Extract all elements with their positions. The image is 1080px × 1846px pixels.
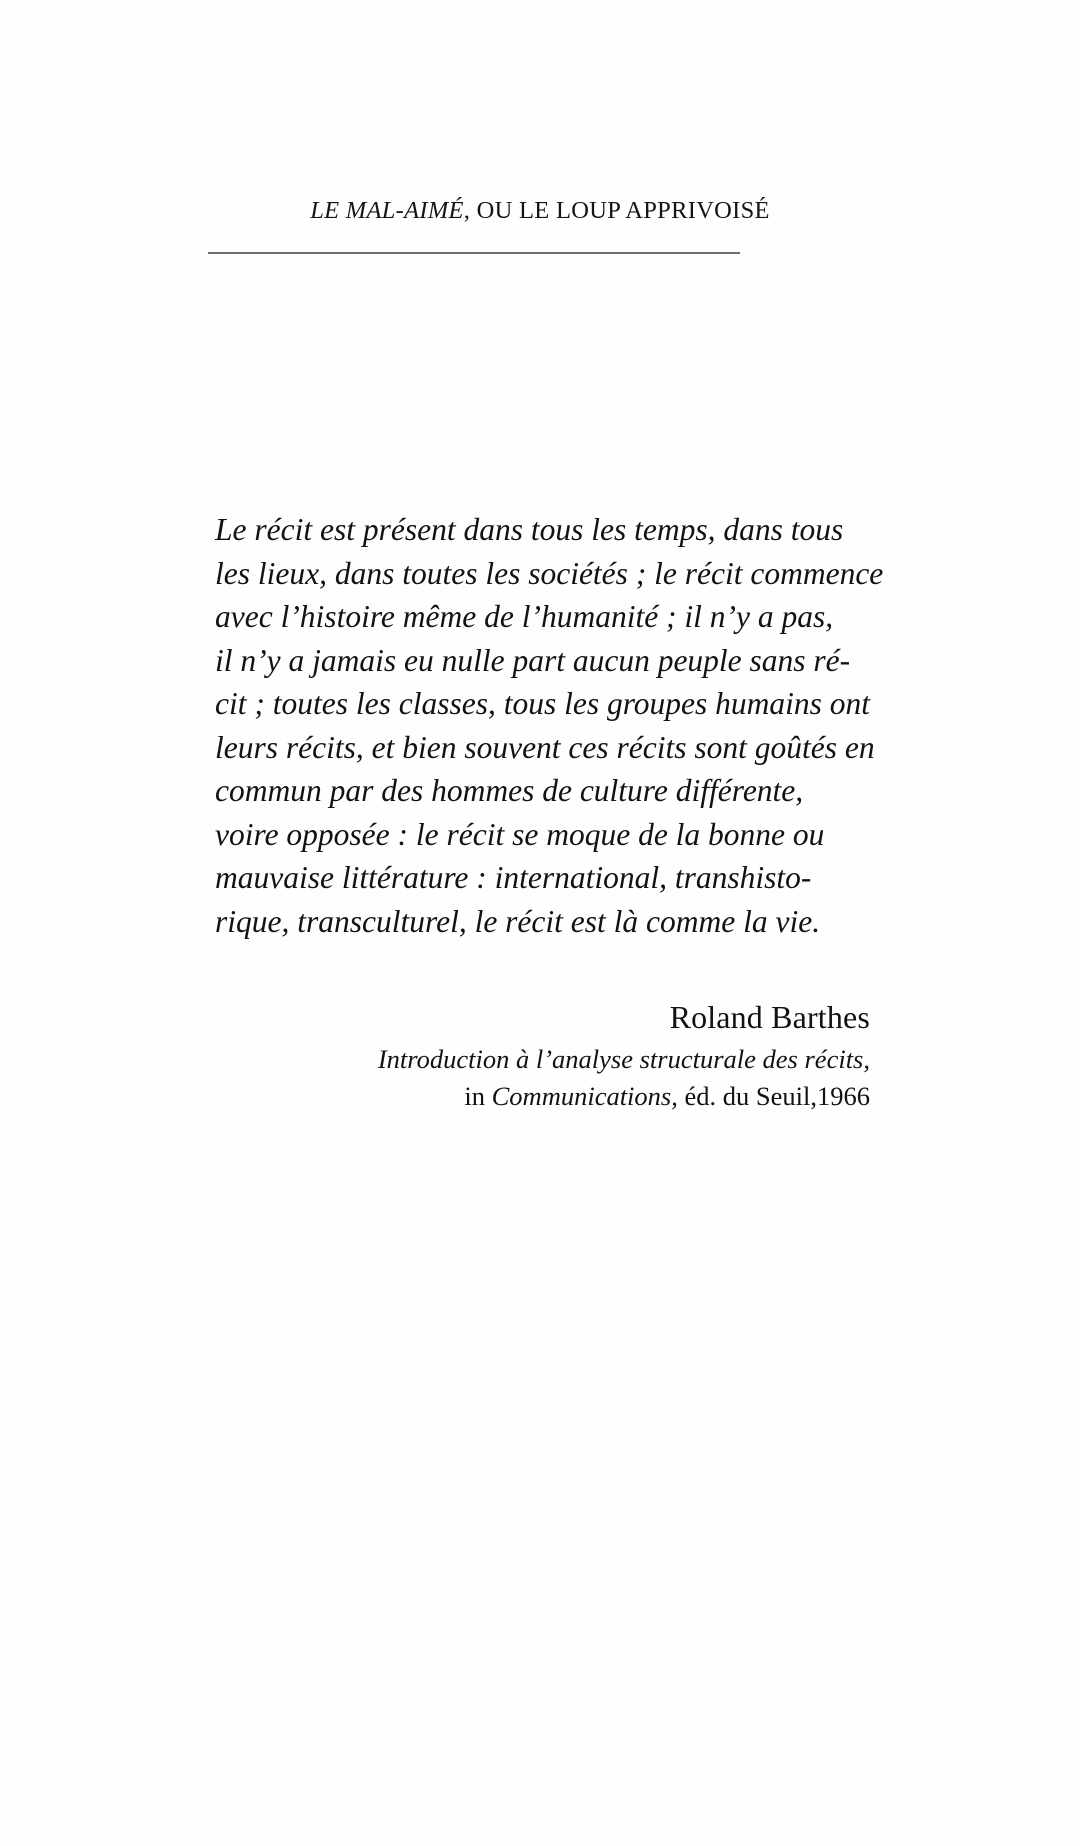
epigraph-attribution xyxy=(215,997,870,1115)
running-head-rule xyxy=(208,252,740,254)
publication-prefix: in xyxy=(464,1081,492,1111)
attribution-publication xyxy=(215,1078,870,1115)
running-head xyxy=(0,198,1080,225)
quote-line: rique, transculturel, le récit est là comme la vie. xyxy=(215,903,821,939)
attribution-author: Roland Barthes xyxy=(669,999,870,1035)
quote-line: les lieux, dans toutes les sociétés ; le récit commence xyxy=(215,555,884,591)
quote-line: leurs récits, et bien souvent ces récits sont goûtés en xyxy=(215,729,875,765)
quote-line: commun par des hommes de culture différente, xyxy=(215,773,804,808)
attribution-source-title: Introduction à l’analyse structurale des récits, xyxy=(377,1044,870,1074)
publication-title: Communications, xyxy=(491,1081,678,1111)
publication-suffix: éd. du Seuil,1966 xyxy=(677,1081,870,1111)
quote-line: Le récit est présent dans tous les temps, dans tous xyxy=(215,512,844,547)
running-head-title-italic: LE MAL-AIMÉ xyxy=(310,197,464,224)
epigraph-quote xyxy=(215,508,884,943)
quote-line: il n’y a jamais eu nulle part aucun peuple sans ré- xyxy=(215,642,851,678)
quote-line: voire opposée : le récit se moque de la bonne ou xyxy=(215,816,825,852)
quote-line: mauvaise littérature : international, transhisto- xyxy=(215,860,812,895)
epigraph-block xyxy=(215,508,884,1115)
running-head-title-roman: , OU LE LOUP APPRIVOISÉ xyxy=(463,197,770,224)
quote-line: cit ; toutes les classes, tous les groupes humains ont xyxy=(215,686,871,721)
quote-line: avec l’histoire même de l’humanité ; il n’y a pas, xyxy=(215,599,834,634)
